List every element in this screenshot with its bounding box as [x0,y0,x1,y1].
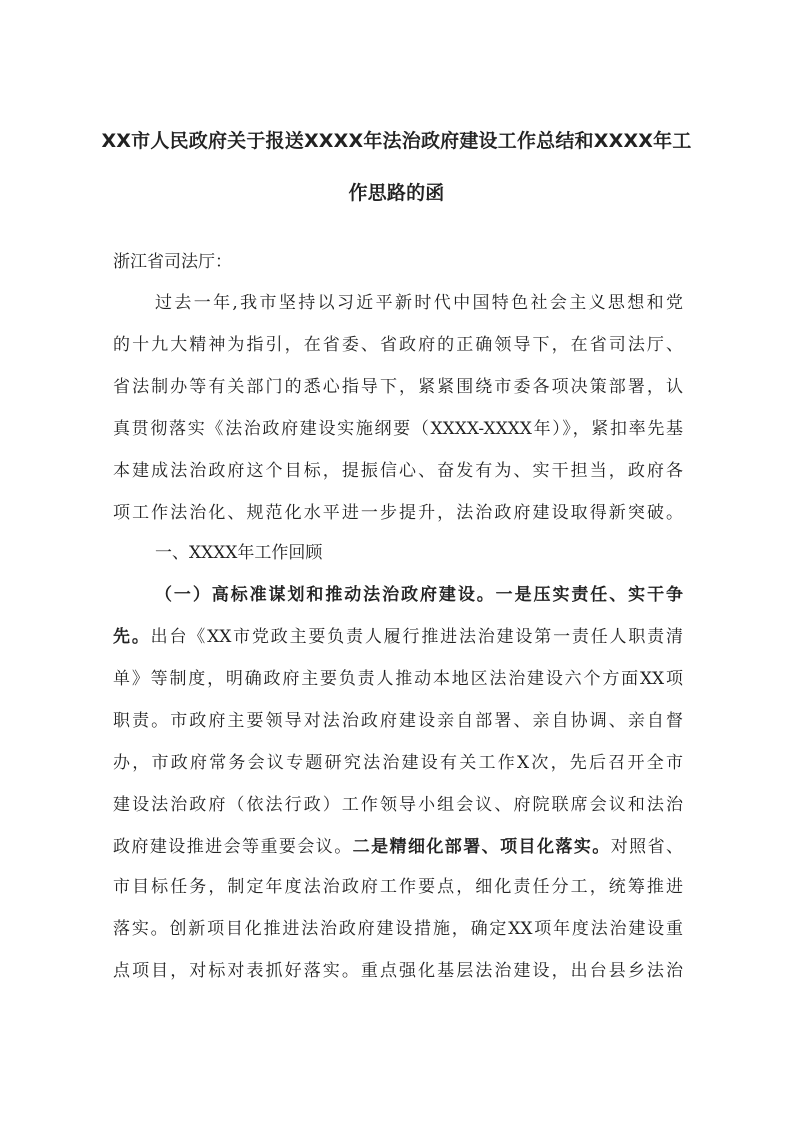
bold-text: 二是精细化部署、项目化落实。 [352,837,611,857]
paragraph-line: 本建成法治政府这个目标，提振信心、奋发有为、实干担当，政府各 [113,461,683,481]
paragraph-line: 点项目，对标对表抓好落实。重点强化基层法治建设，出台县乡法治 [113,961,683,981]
paragraph-line: 真贯彻落实《法治政府建设实施纲要（XXXX-XXXX年）》，紧扣率先基 [113,419,683,439]
salutation: 浙江省司法厅： [113,252,232,272]
paragraph-line [113,836,683,858]
paragraph-line: 项工作法治化、规范化水平进一步提升，法治政府建设取得新突破。 [113,503,683,523]
document-title-line-2: 作思路的函 [348,182,445,204]
bold-text: 先。 [113,627,151,647]
document-title-line-1: XX市人民政府关于报送XXXX年法治政府建设工作总结和XXXX年工 [101,130,692,152]
sub-heading: （一）高标准谋划和推动法治政府建设。一是压实责任、实干争 [155,585,683,605]
body-text: 出台《XX市党政主要负责人履行推进法治建设第一责任人职责清 [150,627,683,647]
paragraph-line: 建设法治政府（依法行政）工作领导小组会议、府院联席会议和法治 [113,795,683,815]
paragraph-line: 职责。市政府主要领导对法治政府建设亲自部署、亲自协调、亲自督 [113,711,683,731]
paragraph-line: 办，市政府常务会议专题研究法治建设有关工作X次，先后召开全市 [113,753,683,773]
paragraph-line: 落实。创新项目化推进法治政府建设措施，确定XX项年度法治建设重 [113,919,683,939]
body-text: 对照省、 [610,837,684,857]
paragraph-line [113,626,683,648]
section-heading: 一、XXXX年工作回顾 [155,543,323,563]
paragraph-line: 的十九大精神为指引，在省委、省政府的正确领导下，在省司法厅、 [113,335,683,355]
paragraph-line: 单》等制度，明确政府主要负责人推动本地区法治建设六个方面XX项 [113,669,683,689]
paragraph-line: 过去一年,我市坚持以习近平新时代中国特色社会主义思想和党 [155,293,683,313]
body-text: 政府建设推进会等重要会议。 [113,837,353,857]
paragraph-line: 市目标任务，制定年度法治政府工作要点，细化责任分工，统筹推进 [113,877,683,897]
paragraph-line: 省法制办等有关部门的悉心指导下，紧紧围绕市委各项决策部署，认 [113,377,683,397]
